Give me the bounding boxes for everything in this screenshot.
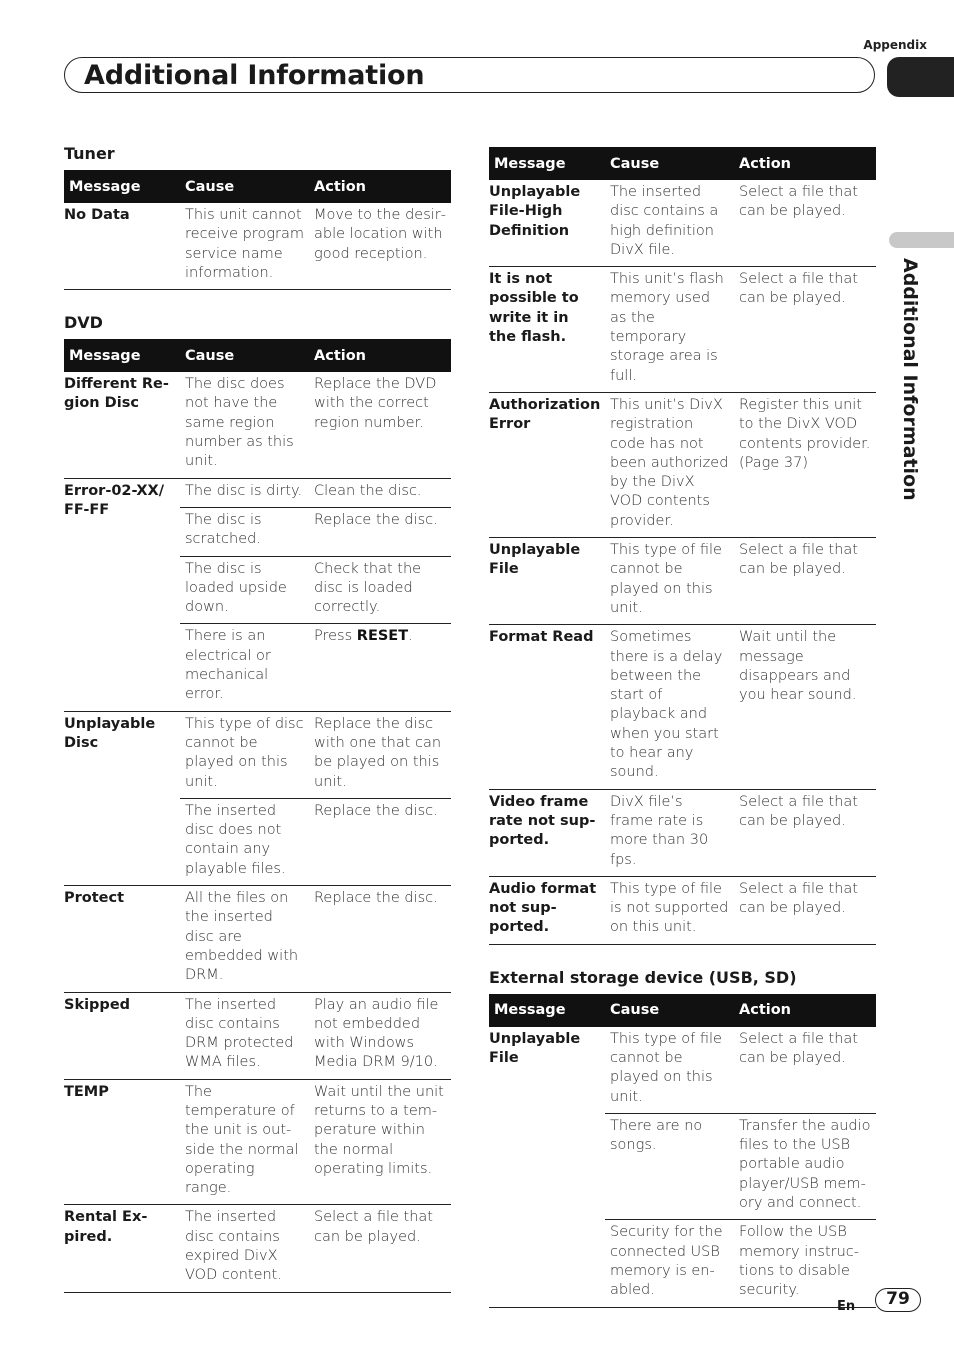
cause-cell: Security for the connected USB memory is enabled. bbox=[605, 1220, 734, 1307]
message-cell: Unplayable File-High Definition bbox=[489, 180, 605, 267]
cause-cell: All the files on the inserted disc are embedded with DRM. bbox=[180, 886, 309, 992]
column-header-action: Action bbox=[309, 339, 451, 372]
cause-cell: DivX file’s frame rate is more than 30 fps. bbox=[605, 789, 734, 876]
action-cell: Wait until the unit returns to a temperature within the normal operating limits. bbox=[309, 1079, 451, 1205]
cause-cell: There are no songs. bbox=[605, 1113, 734, 1219]
language-label: En bbox=[837, 1299, 856, 1314]
cause-cell: There is an electrical or mechanical error. bbox=[180, 624, 309, 711]
message-cell: Different Region Disc bbox=[64, 372, 180, 478]
message-cell: Authorization Error bbox=[489, 392, 605, 537]
cause-cell: The temperature of the unit is outside the normal operating range. bbox=[180, 1079, 309, 1205]
action-prefix: Press bbox=[314, 628, 357, 645]
column-header-action: Action bbox=[309, 170, 451, 203]
dvd-title: DVD bbox=[64, 313, 103, 333]
usb-table bbox=[489, 994, 876, 1308]
message-cell: Audio format not supported. bbox=[489, 876, 605, 944]
cause-cell: This type of file cannot be played on this unit. bbox=[605, 1027, 734, 1114]
action-cell: Replace the disc. bbox=[309, 886, 451, 992]
table-row bbox=[489, 180, 876, 267]
table-row bbox=[64, 203, 451, 290]
table-header bbox=[489, 994, 876, 1027]
column-header-action: Action bbox=[734, 147, 876, 180]
cause-cell: This type of disc cannot be played on this unit. bbox=[180, 711, 309, 798]
action-cell: Clean the disc. bbox=[309, 478, 451, 507]
column-header-cause: Cause bbox=[180, 170, 309, 203]
column-header-cause: Cause bbox=[180, 339, 309, 372]
table-row bbox=[489, 538, 876, 625]
action-cell: Wait until the message disappears and you hear sound. bbox=[734, 625, 876, 789]
action-cell: Select a file that can be played. bbox=[734, 789, 876, 876]
side-section-label: Additional Information bbox=[899, 258, 921, 501]
action-cell: Replace the DVD with the correct region number. bbox=[309, 372, 451, 478]
table-row bbox=[64, 372, 451, 478]
left-column bbox=[64, 143, 451, 1293]
message-cell: It is not possible to write it in the flash. bbox=[489, 267, 605, 393]
action-cell bbox=[309, 624, 451, 711]
action-cell: Select a file that can be played. bbox=[734, 180, 876, 267]
message-cell: Format Read bbox=[489, 625, 605, 789]
header-tab bbox=[887, 57, 954, 97]
action-cell: Transfer the audio files to the USB portable audio player/USB memory and connect. bbox=[734, 1113, 876, 1219]
cause-cell: The disc does not have the same region number as this unit. bbox=[180, 372, 309, 478]
message-cell: Error-02-XX/ FF-FF bbox=[64, 478, 180, 711]
column-header-message: Message bbox=[64, 339, 180, 372]
table-header bbox=[64, 170, 451, 203]
table-row bbox=[489, 392, 876, 537]
message-cell: Skipped bbox=[64, 992, 180, 1079]
table-row bbox=[489, 1027, 876, 1114]
action-cell: Replace the disc. bbox=[309, 798, 451, 885]
appendix-label: Appendix bbox=[863, 38, 927, 52]
usb-title: External storage device (USB, SD) bbox=[489, 967, 797, 987]
cause-cell: Sometimes there is a delay between the start of playback and when you start to hear any sound. bbox=[605, 625, 734, 789]
action-cell: Select a file that can be played. bbox=[734, 267, 876, 393]
cause-cell: The disc is loaded upside down. bbox=[180, 556, 309, 624]
table-row bbox=[64, 992, 451, 1079]
table-row bbox=[64, 1079, 451, 1205]
action-suffix: . bbox=[408, 628, 413, 645]
table-header bbox=[489, 147, 876, 180]
action-cell: Select a file that can be played. bbox=[734, 876, 876, 944]
table-row bbox=[489, 267, 876, 393]
action-cell: Replace the disc. bbox=[309, 507, 451, 556]
message-cell: Rental Expired. bbox=[64, 1205, 180, 1292]
cause-cell: This unit cannot receive program service name information. bbox=[180, 203, 309, 290]
column-header-message: Message bbox=[64, 170, 180, 203]
cause-cell: This type of file cannot be played on this unit. bbox=[605, 538, 734, 625]
message-cell: Unplayable Disc bbox=[64, 711, 180, 885]
page-title: Additional Information bbox=[84, 60, 425, 91]
table-row bbox=[489, 876, 876, 944]
table-row bbox=[489, 625, 876, 789]
right-column bbox=[489, 147, 876, 1308]
message-cell: TEMP bbox=[64, 1079, 180, 1205]
column-header-action: Action bbox=[734, 994, 876, 1027]
cause-cell: The inserted disc contains a high definition DivX file. bbox=[605, 180, 734, 267]
column-header-cause: Cause bbox=[605, 994, 734, 1027]
action-cell: Register this unit to the DivX VOD contents provider. (Page 37) bbox=[734, 392, 876, 537]
action-cell: Select a file that can be played. bbox=[309, 1205, 451, 1292]
action-cell: Play an audio file not embedded with Windows Media DRM 9/10. bbox=[309, 992, 451, 1079]
cause-cell: This unit’s flash memory used as the temporary storage area is full. bbox=[605, 267, 734, 393]
page-header bbox=[64, 57, 875, 93]
cause-cell: This unit’s DivX registration code has not been authorized by the DivX VOD contents provider. bbox=[605, 392, 734, 537]
dvd-continued-table bbox=[489, 147, 876, 945]
action-cell: Follow the USB memory instructions to disable security. bbox=[734, 1220, 876, 1307]
cause-cell: The disc is scratched. bbox=[180, 507, 309, 556]
tuner-title: Tuner bbox=[64, 144, 115, 163]
action-cell: Replace the disc with one that can be played on this unit. bbox=[309, 711, 451, 798]
side-tab bbox=[889, 232, 954, 248]
message-cell: Unplayable File bbox=[489, 538, 605, 625]
table-row bbox=[64, 1205, 451, 1292]
reset-key-label: RESET bbox=[356, 628, 409, 645]
tuner-table bbox=[64, 170, 451, 290]
table-row bbox=[64, 711, 451, 798]
message-cell: No Data bbox=[64, 203, 180, 290]
column-header-message: Message bbox=[489, 147, 605, 180]
action-cell: Select a file that can be played. bbox=[734, 538, 876, 625]
page-number: 79 bbox=[875, 1288, 921, 1312]
cause-cell: The disc is dirty. bbox=[180, 478, 309, 507]
column-header-cause: Cause bbox=[605, 147, 734, 180]
dvd-table bbox=[64, 339, 451, 1292]
table-header bbox=[64, 339, 451, 372]
action-cell: Select a file that can be played. bbox=[734, 1027, 876, 1114]
column-header-message: Message bbox=[489, 994, 605, 1027]
cause-cell: The inserted disc contains DRM protected WMA files. bbox=[180, 992, 309, 1079]
action-cell: Move to the desirable location with good reception. bbox=[309, 203, 451, 290]
cause-cell: The inserted disc contains expired DivX VOD content. bbox=[180, 1205, 309, 1292]
message-cell: Protect bbox=[64, 886, 180, 992]
message-cell: Video frame rate not supported. bbox=[489, 789, 605, 876]
cause-cell: The inserted disc does not contain any playable files. bbox=[180, 798, 309, 885]
table-row bbox=[64, 886, 451, 992]
table-row bbox=[489, 789, 876, 876]
table-row bbox=[64, 478, 451, 507]
cause-cell: This type of file is not supported on this unit. bbox=[605, 876, 734, 944]
action-cell: Check that the disc is loaded correctly. bbox=[309, 556, 451, 624]
message-cell: Unplayable File bbox=[489, 1027, 605, 1307]
